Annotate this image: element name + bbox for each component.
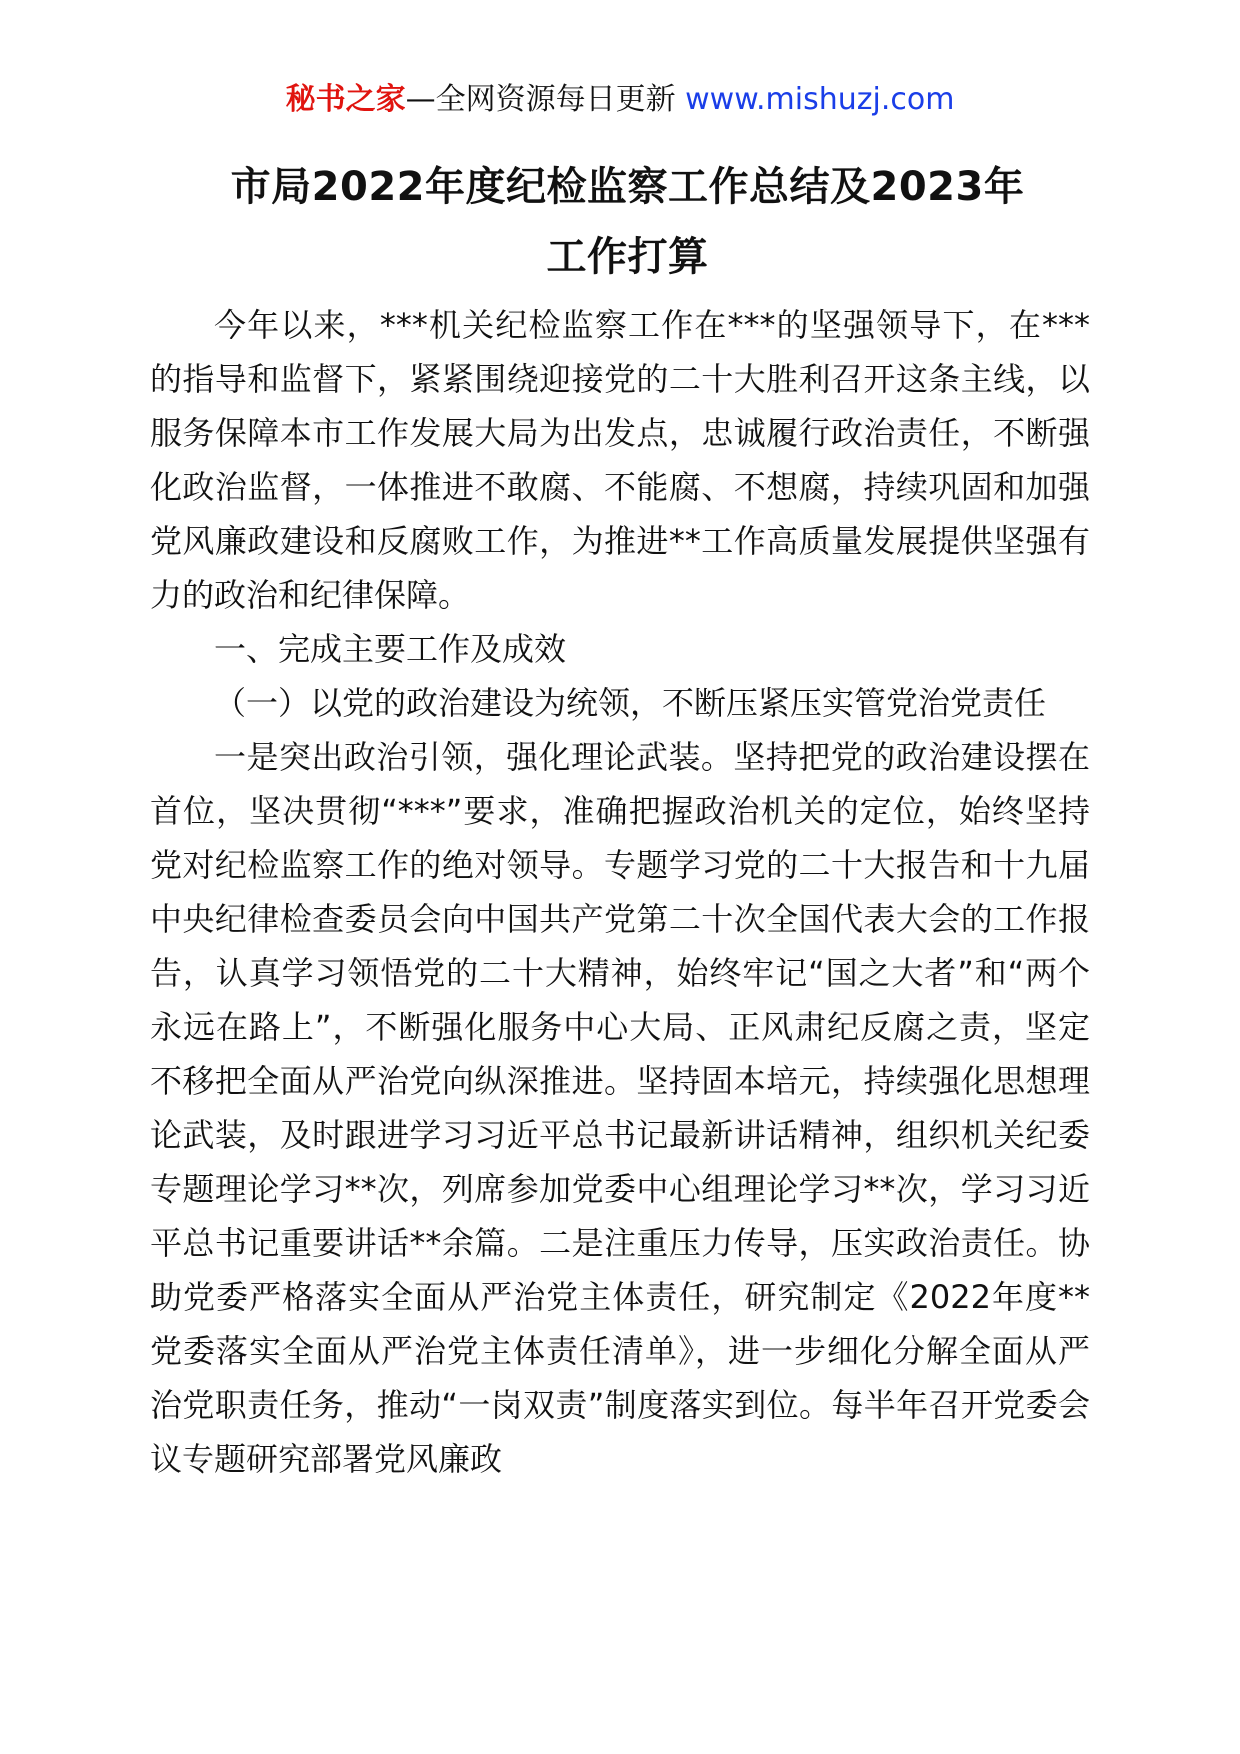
document-title: [150, 152, 1105, 292]
document-title-line-1: 市局2022年度纪检监察工作总结及2023年: [230, 164, 1025, 210]
intro-paragraph: 今年以来，***机关纪检监察工作在***的坚强领导下，在***的指导和监督下，紧紧围绕迎接党的二十大胜利召开这条主线，以服务保障本市工作发展大局为出发点，忠诚履行政治责任，不断强化政治监督，一体推进不敢腐、不能腐、不想腐，持续巩固和加强党风廉政建设和反腐败工作，为推进**工作高质量发展提供坚强有力的政治和纪律保障。: [150, 306, 1090, 614]
document-title-line-2: 工作打算: [546, 234, 709, 280]
document-body: [150, 298, 1090, 1486]
body-paragraph: 一是突出政治引领，强化理论武装。坚持把党的政治建设摆在首位，坚决贯彻“***”要求，准确把握政治机关的定位，始终坚持党对纪检监察工作的绝对领导。专题学习党的二十大报告和十九届中央纪律检查委员会向中国共产党第二十次全国代表大会的工作报告，认真学习领悟党的二十大精神，始终牢记“国之大者”和“两个永远在路上”，不断强化服务中心大局、正风肃纪反腐之责，坚定不移把全面从严治党向纵深推进。坚持固本培元，持续强化思想理论武装，及时跟进学习习近平总书记最新讲话精神，组织机关纪委专题理论学习**次，列席参加党委中心组理论学习**次，学习习近平总书记重要讲话**余篇。二是注重压力传导，压实政治责任。协助党委严格落实全面从严治党主体责任，研究制定《2022年度**党委落实全面从严治党主体责任清单》，进一步细化分解全面从严治党职责任务，推动“一岗双责”制度落实到位。每半年召开党委会议专题研究部署党风廉政: [150, 738, 1090, 1478]
site-tagline: —全网资源每日更新: [405, 82, 686, 117]
site-header: [0, 80, 1240, 120]
brand-name: 秘书之家: [285, 82, 406, 117]
section-heading: 一、完成主要工作及成效: [214, 630, 567, 668]
site-url-link[interactable]: www.mishuzj.com: [685, 82, 955, 117]
subsection-heading: （一）以党的政治建设为统领，不断压紧压实管党治党责任: [214, 684, 1047, 722]
